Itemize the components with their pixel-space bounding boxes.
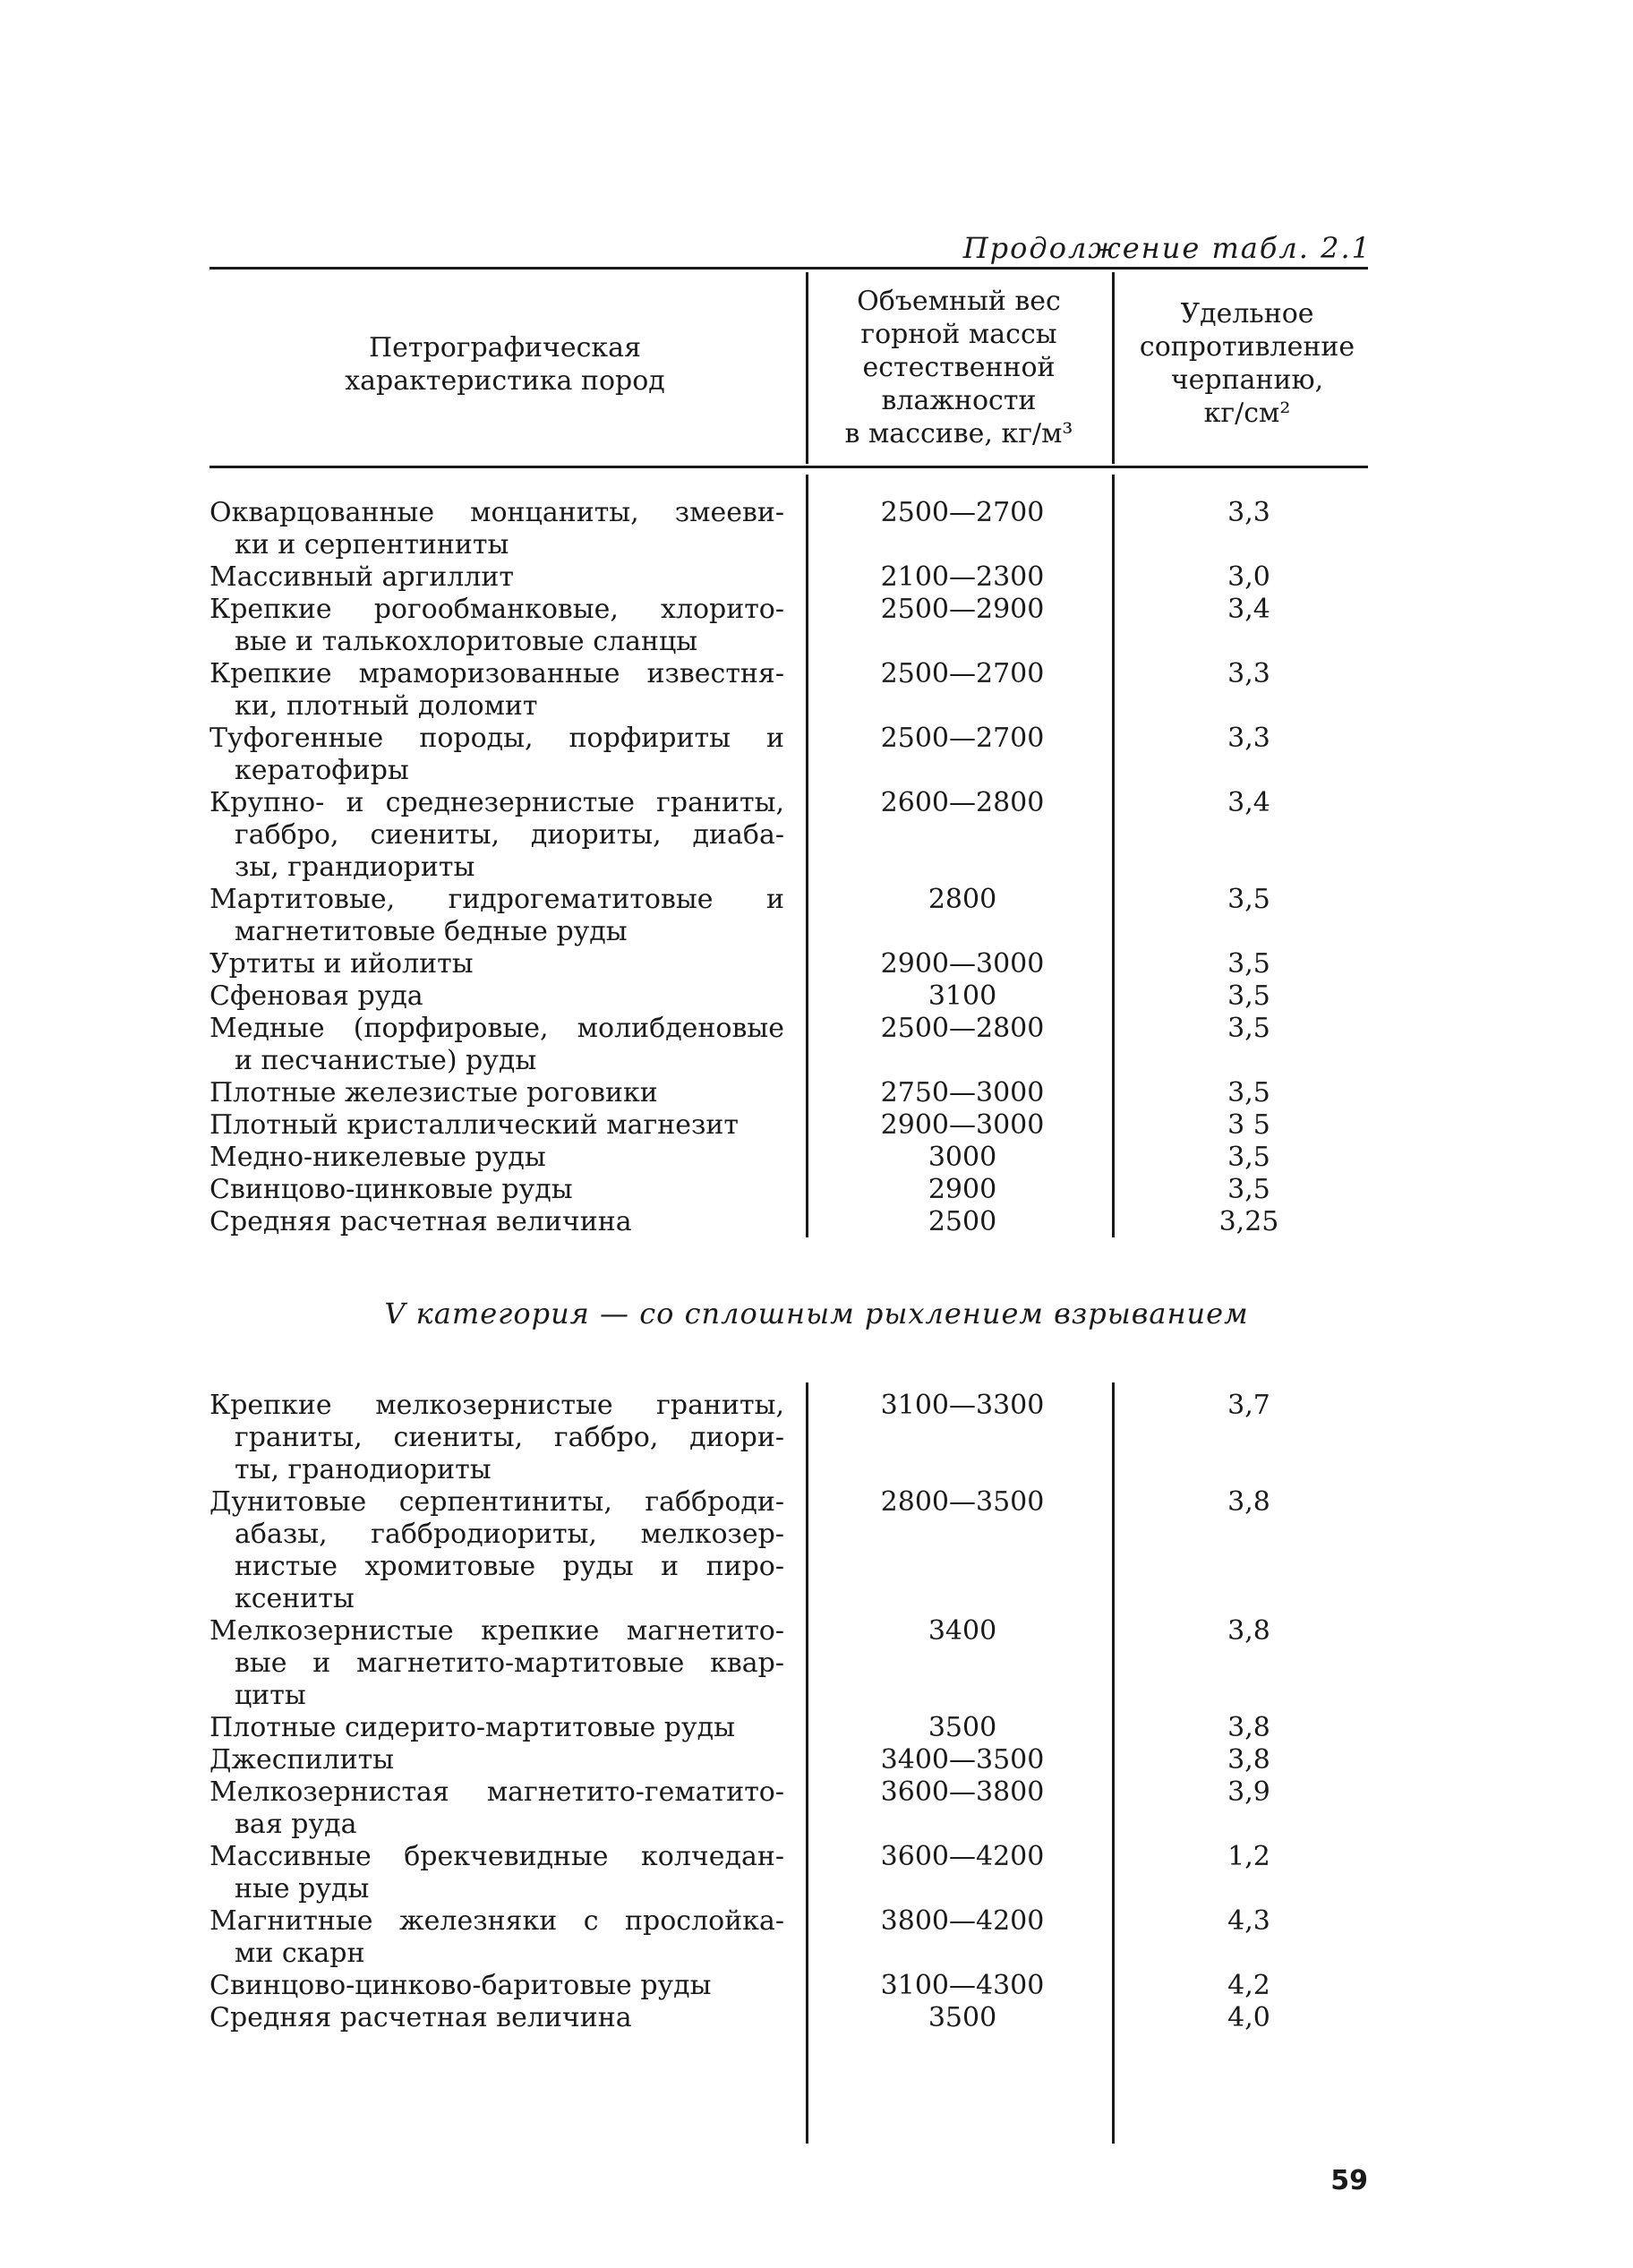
resistance-value: 3,25 [1218, 1206, 1279, 1237]
volume-weight-value: 3500 [928, 2002, 997, 2033]
rock-characteristic: Плотные железистые роговики [209, 1077, 658, 1108]
table-continuation-caption: Продолжение табл. 2.1 [962, 231, 1372, 265]
rock-characteristic: Массивный аргиллит [209, 561, 515, 593]
section-title-category-v: V категория — со сплошным рыхлением взрыванием [384, 1297, 1249, 1331]
header-divider-2 [1112, 272, 1115, 464]
rock-characteristic: Крепкие мелкозернистые граниты, граниты, сиениты, габбро, диори- ты, гранодиориты [209, 1390, 784, 1485]
resistance-value: 3,3 [1227, 497, 1270, 528]
rock-characteristic: Свинцово-цинково-баритовые руды [209, 1970, 712, 2001]
header-specific-resistance: Удельное сопротивление черпанию, кг/см² [1139, 298, 1355, 429]
resistance-value: 3,5 [1227, 1174, 1270, 1205]
volume-weight-value: 2750—3000 [880, 1077, 1045, 1108]
resistance-value: 4,3 [1227, 1905, 1270, 1937]
body-divider-2b [1112, 1382, 1115, 2144]
rock-characteristic: Уртиты и ийолиты [209, 948, 474, 980]
rock-characteristic: Джеспилиты [209, 1744, 395, 1776]
header-characteristic: Петрографическая характеристика пород [345, 332, 665, 397]
rock-characteristic: Мелкозернистые крепкие магнетито- вые и магнетито-мартитовые квар- циты [209, 1615, 784, 1711]
rock-characteristic: Сфеновая руда [209, 980, 423, 1012]
volume-weight-value: 2500—2700 [880, 658, 1045, 689]
resistance-value: 3,0 [1227, 561, 1270, 593]
body-divider-2a [1112, 475, 1115, 1237]
volume-weight-value: 2500 [928, 1206, 997, 1237]
volume-weight-value: 3800—4200 [880, 1905, 1045, 1937]
body-divider-1b [806, 1382, 808, 2144]
resistance-value: 3,3 [1227, 658, 1270, 689]
table-header-bottom-rule [209, 466, 1368, 468]
rock-characteristic: Медные (порфировые, молибденовые и песчанистые) руды [209, 1013, 784, 1076]
page-number: 59 [1330, 2165, 1368, 2196]
rock-characteristic: Средняя расчетная величина [209, 2002, 632, 2033]
volume-weight-value: 3400—3500 [880, 1744, 1045, 1776]
header-divider-1 [806, 272, 808, 464]
volume-weight-value: 2800 [928, 884, 997, 915]
volume-weight-value: 3400 [928, 1615, 997, 1647]
resistance-value: 3,3 [1227, 723, 1270, 754]
resistance-value: 4,2 [1227, 1970, 1270, 2001]
volume-weight-value: 2800—3500 [880, 1486, 1045, 1518]
resistance-value: 3,4 [1227, 594, 1270, 625]
rock-characteristic: Крепкие рогообманковые, хлорито- вые и талькохлоритовые сланцы [209, 594, 784, 657]
rock-characteristic: Свинцово-цинковые руды [209, 1174, 573, 1205]
rock-characteristic: Окварцованные монцаниты, змееви- ки и серпентиниты [209, 497, 784, 561]
resistance-value: 3,5 [1227, 1077, 1270, 1108]
resistance-value: 3,8 [1227, 1712, 1270, 1743]
resistance-value: 3,8 [1227, 1486, 1270, 1518]
rock-characteristic: Средняя расчетная величина [209, 1206, 632, 1237]
volume-weight-value: 2500—2700 [880, 497, 1045, 528]
rock-characteristic: Туфогенные породы, порфириты и кератофиры [209, 723, 784, 786]
resistance-value: 3,8 [1227, 1615, 1270, 1647]
volume-weight-value: 2100—2300 [880, 561, 1045, 593]
resistance-value: 3,9 [1227, 1776, 1270, 1808]
header-volume-weight: Объемный вес горной массы естественной влажности в массиве, кг/м³ [844, 286, 1073, 449]
resistance-value: 3,7 [1227, 1390, 1270, 1421]
resistance-value: 3,5 [1227, 884, 1270, 915]
resistance-value: 3,5 [1227, 948, 1270, 980]
volume-weight-value: 3500 [928, 1712, 997, 1743]
resistance-value: 3 5 [1227, 1109, 1270, 1141]
resistance-value: 3,8 [1227, 1744, 1270, 1776]
volume-weight-value: 3100 [928, 980, 997, 1012]
rock-characteristic: Плотные сидерито-мартитовые руды [209, 1712, 735, 1743]
body-divider-1a [806, 475, 808, 1237]
volume-weight-value: 3000 [928, 1142, 997, 1173]
volume-weight-value: 2500—2800 [880, 1013, 1045, 1044]
resistance-value: 3,5 [1227, 1142, 1270, 1173]
volume-weight-value: 2900—3000 [880, 1109, 1045, 1141]
resistance-value: 3,5 [1227, 980, 1270, 1012]
rock-characteristic: Крупно- и среднезернистые граниты, габбро, сиениты, диориты, диаба- зы, грандиориты [209, 787, 784, 883]
volume-weight-value: 3600—3800 [880, 1776, 1045, 1808]
rock-characteristic: Крепкие мраморизованные известня- ки, плотный доломит [209, 658, 784, 722]
rock-characteristic: Мелкозернистая магнетито-гематито- вая руда [209, 1776, 784, 1840]
table-top-rule [209, 267, 1368, 270]
resistance-value: 3,5 [1227, 1013, 1270, 1044]
rock-characteristic: Массивные брекчевидные колчедан- ные руды [209, 1841, 784, 1904]
volume-weight-value: 3100—4300 [880, 1970, 1045, 2001]
rock-characteristic: Медно-никелевые руды [209, 1142, 546, 1173]
volume-weight-value: 3100—3300 [880, 1390, 1045, 1421]
resistance-value: 4,0 [1227, 2002, 1270, 2033]
volume-weight-value: 2500—2900 [880, 594, 1045, 625]
volume-weight-value: 2900—3000 [880, 948, 1045, 980]
resistance-value: 1,2 [1227, 1841, 1270, 1872]
resistance-value: 3,4 [1227, 787, 1270, 818]
rock-characteristic: Мартитовые, гидрогематитовые и магнетитовые бедные руды [209, 884, 784, 947]
rock-characteristic: Дунитовые серпентиниты, габброди- абазы, габбродиориты, мелкозер- нистые хромитовые руды и пиро- ксениты [209, 1486, 784, 1614]
volume-weight-value: 2900 [928, 1174, 997, 1205]
rock-characteristic: Плотный кристаллический магнезит [209, 1109, 739, 1141]
volume-weight-value: 3600—4200 [880, 1841, 1045, 1872]
volume-weight-value: 2500—2700 [880, 723, 1045, 754]
rock-characteristic: Магнитные железняки с прослойка- ми скарн [209, 1905, 784, 1969]
volume-weight-value: 2600—2800 [880, 787, 1045, 818]
